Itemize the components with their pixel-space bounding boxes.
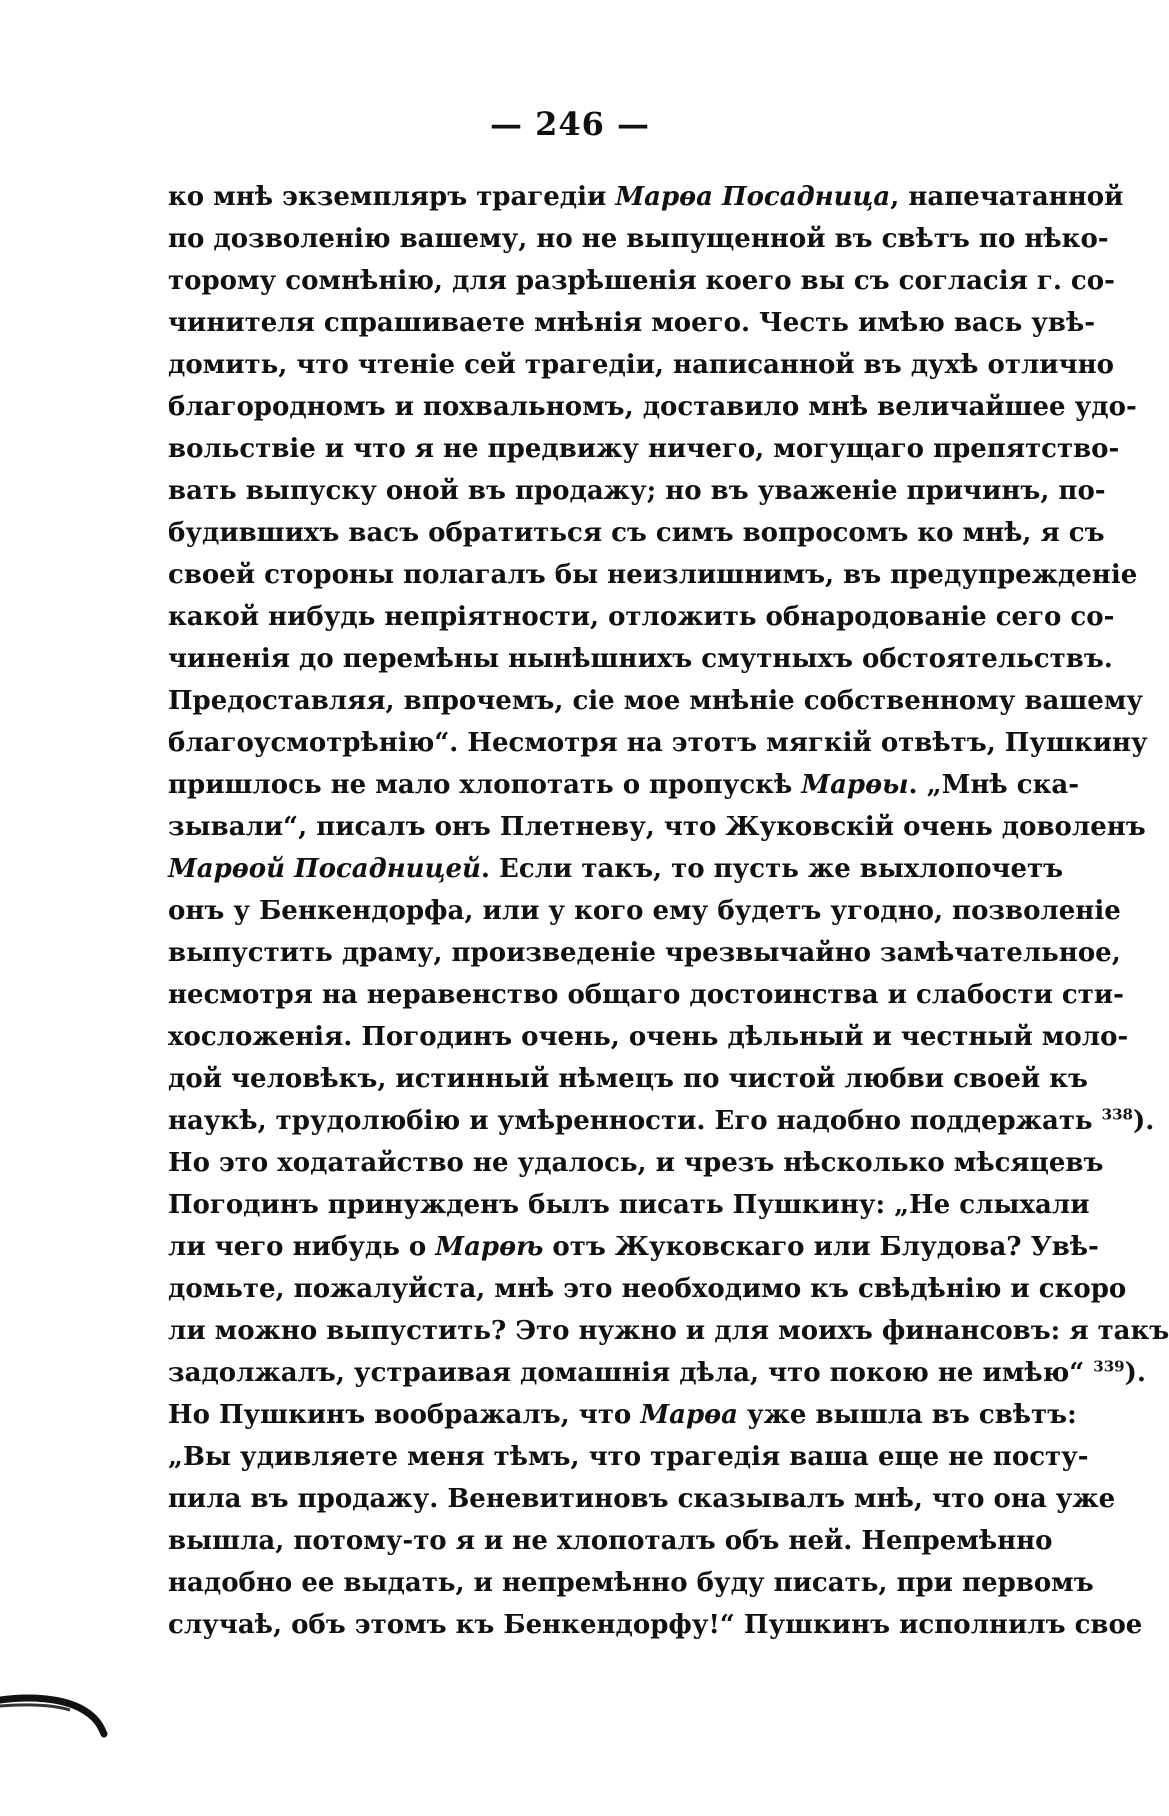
text-line [168, 1394, 1077, 1436]
text-run: Но Пушкинъ воображалъ, что [168, 1400, 641, 1430]
text-run: несмотря на неравенство общаго достоинства и слабости сти- [168, 980, 1124, 1010]
text-run: чинителя спрашиваете мнѣнія моего. Честь имѣю вась увѣ- [168, 308, 1096, 338]
text-run: пришлось не мало хлопотать о пропускѣ [168, 770, 802, 800]
text-line [168, 932, 1121, 974]
text-line [168, 638, 1113, 680]
text-line [168, 218, 1109, 260]
italic-title: Марѳа Посадница [615, 182, 891, 212]
text-run: выпустить драму, произведеніе чрезвычайно замѣчательное, [168, 938, 1121, 968]
text-line [168, 554, 1138, 596]
text-line [168, 1436, 1089, 1478]
text-line [168, 176, 1124, 218]
text-run: . „Мнѣ ска- [908, 770, 1079, 800]
text-run: домить, что чтеніе сей трагедіи, написанной въ духѣ отлично [168, 350, 1114, 380]
text-run: своей стороны полагалъ бы неизлишнимъ, въ предупрежденіе [168, 560, 1138, 590]
text-line [168, 1016, 1129, 1058]
text-run: вышла, потому-то я и не хлопоталъ объ ней. Непремѣнно [168, 1526, 1053, 1556]
text-run: по дозволенію вашему, но не выпущенной въ свѣтъ по нѣко- [168, 224, 1109, 254]
text-line [168, 1100, 1155, 1142]
text-run: торому сомнѣнію, для разрѣшенія коего вы съ согласія г. со- [168, 266, 1115, 296]
text-line [168, 1352, 1146, 1394]
text-line [168, 680, 1144, 722]
text-run: наукѣ, трудолюбію и умѣренности. Его надобно поддержать [168, 1106, 1102, 1136]
text-line [168, 974, 1124, 1016]
text-run: Но это ходатайство не удалось, и чрезъ нѣсколько мѣсяцевъ [168, 1148, 1104, 1178]
text-run: хосложенія. Погодинъ очень, очень дѣльный и честный моло- [168, 1022, 1129, 1052]
text-run: „Вы удивляете меня тѣмъ, что трагедія ваша еще не посту- [168, 1442, 1089, 1472]
text-line [168, 722, 1148, 764]
text-line [168, 260, 1115, 302]
text-run: чиненія до перемѣны нынѣшнихъ смутныхъ обстоятельствъ. [168, 644, 1113, 674]
italic-title: Марѳа [640, 1400, 738, 1430]
text-run: благоусмотрѣнію“. Несмотря на этотъ мягкій отвѣтъ, Пушкину [168, 728, 1148, 758]
text-run: . Если такъ, то пусть же выхлопочетъ [480, 854, 1064, 884]
text-run: Предоставляя, впрочемъ, сіе мое мнѣніе собственному вашему [168, 686, 1144, 716]
text-run: случаѣ, объ этомъ къ Бенкендорфу!“ Пушкинъ исполнилъ свое [168, 1610, 1143, 1640]
text-run: вать выпуску оной въ продажу; но въ уваженіе причинъ, по- [168, 476, 1106, 506]
text-run: благородномъ и похвальномъ, доставило мнѣ величайшее удо- [168, 392, 1137, 422]
text-run: вольствіе и что я не предвижу ничего, могущаго препятство- [168, 434, 1120, 464]
text-run: ли чего нибудь о [168, 1232, 436, 1262]
text-line [168, 386, 1137, 428]
text-line [168, 890, 1121, 932]
text-run: какой нибудь непріятности, отложить обнародованіе сего со- [168, 602, 1115, 632]
text-line [168, 302, 1096, 344]
text-line [168, 596, 1115, 638]
footnote-ref: 339 [1093, 1357, 1125, 1376]
page-number: — 246 — [489, 105, 651, 143]
text-run: пила въ продажу. Веневитиновъ сказывалъ мнѣ, что она уже [168, 1484, 1116, 1514]
text-line [168, 1520, 1053, 1562]
text-run: задолжалъ, устраивая домашнія дѣла, что покою не имѣю“ [168, 1358, 1094, 1388]
text-run: Погодинъ принужденъ былъ писать Пушкину: „Не слыхали [168, 1190, 1090, 1220]
text-line [168, 1604, 1143, 1646]
text-line [168, 1184, 1090, 1226]
text-run: надобно ее выдать, и непремѣнно буду писать, при первомъ [168, 1568, 1094, 1598]
text-run: зывали“, писалъ онъ Плетневу, что Жуковскій очень доволенъ [168, 812, 1146, 842]
text-line [168, 1562, 1094, 1604]
text-run: отъ Жуковскаго или Блудова? Увѣ- [543, 1232, 1099, 1262]
text-line [168, 1058, 1088, 1100]
text-line [168, 344, 1114, 386]
footnote-ref: 338 [1101, 1105, 1133, 1124]
italic-title: Марѳой Посадницей [168, 854, 481, 884]
text-run: будившихъ васъ обратиться съ симъ вопросомъ ко мнѣ, я съ [168, 518, 1105, 548]
text-run: ). [1124, 1358, 1146, 1388]
text-line [168, 806, 1146, 848]
text-line [168, 848, 1064, 890]
italic-title: Марѳѣ [435, 1232, 544, 1262]
text-line [168, 470, 1106, 512]
text-line [168, 1310, 1169, 1352]
scan-artifact-mark [0, 1690, 120, 1770]
text-line [168, 764, 1079, 806]
text-line [168, 1226, 1099, 1268]
text-run: ли можно выпустить? Это нужно и для моихъ финансовъ: я такъ [168, 1316, 1169, 1346]
text-run: ). [1132, 1106, 1155, 1136]
text-line [168, 1268, 1127, 1310]
text-line [168, 512, 1105, 554]
text-run: , напечатанной [890, 182, 1124, 212]
text-line [168, 1478, 1116, 1520]
text-run: домьте, пожалуйста, мнѣ это необходимо къ свѣдѣнію и скоро [168, 1274, 1127, 1304]
text-line [168, 428, 1120, 470]
text-run: уже вышла въ свѣтъ: [737, 1400, 1077, 1430]
text-line [168, 1142, 1104, 1184]
italic-title: Марѳы [801, 770, 909, 800]
text-run: дой человѣкъ, истинный нѣмецъ по чистой любви своей къ [168, 1064, 1088, 1094]
text-run: ко мнѣ экземпляръ трагедіи [168, 182, 616, 212]
text-run: онъ у Бенкендорфа, или у кого ему будетъ угодно, позволеніе [168, 896, 1121, 926]
body-text [168, 176, 1169, 1646]
